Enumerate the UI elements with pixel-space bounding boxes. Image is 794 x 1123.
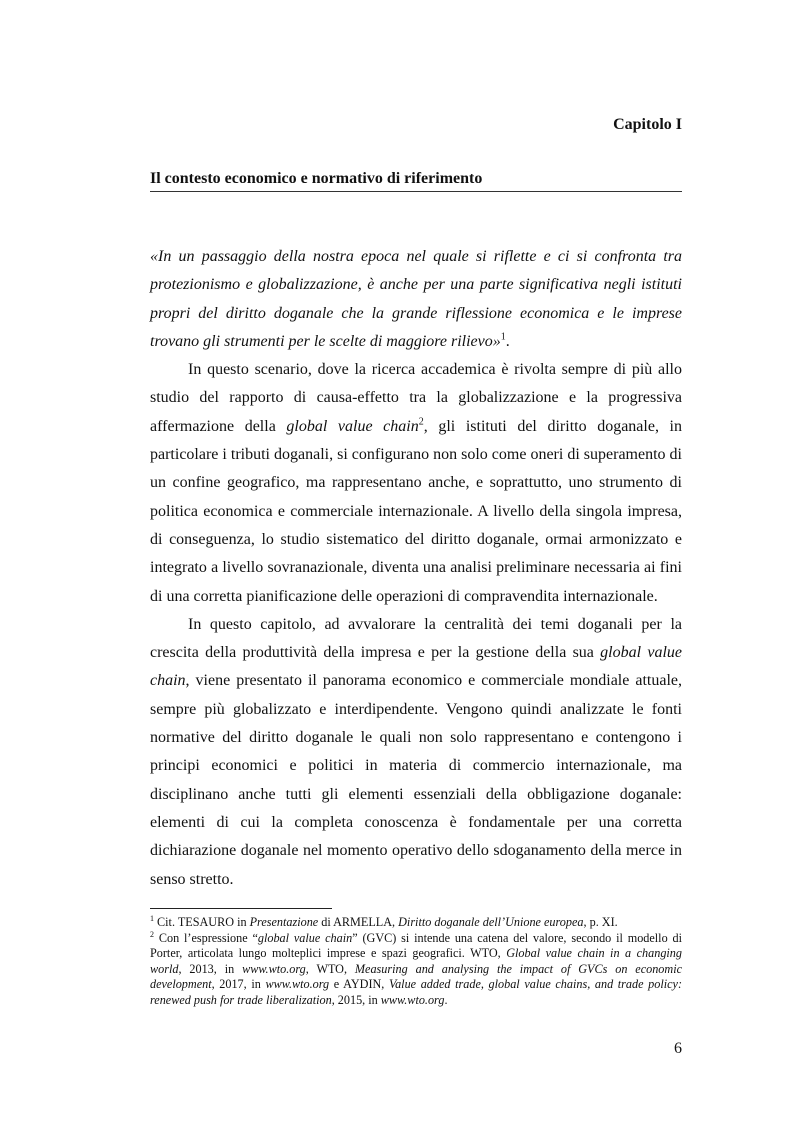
body-text — [150, 243, 682, 894]
footnotes — [150, 915, 682, 1009]
section-title: Il contesto economico e normativo di riferimento — [150, 170, 483, 187]
footnote-2-term: global value chain — [257, 930, 353, 945]
footnote-2-text: e AYDIN, — [329, 977, 389, 992]
footnote-1-text: di ARMELLA, — [318, 915, 399, 929]
footnote-2-title: Value added trade, global value chains, and trade policy: renewed push for trade liberalization — [150, 977, 682, 1007]
footnote-2-link[interactable]: www.wto.org — [265, 977, 330, 992]
footnote-ref-2[interactable]: 2 — [418, 416, 424, 428]
footnote-2-title: Global value chain in a changing world — [150, 946, 682, 976]
footnote-2-text: ” (GVC) si intende una catena del valore, secondo il modello di Porter, articolata lungo molteplici imprese e spazi geografici. WTO, — [150, 930, 682, 961]
footnote-2-number: 2 — [150, 929, 154, 939]
paragraph-2-text-a: In questo scenario, dove la ricerca accademica è rivolta sempre di più allo studio del rapporto di causa-effetto tra la globalizzazione e la progressiva affermazione della — [150, 361, 682, 435]
footnote-2-link[interactable]: www.wto.org — [380, 992, 445, 1007]
footnote-1-text: Cit. TESAURO in — [154, 915, 250, 929]
footnote-2-text: Con l’espressione “ — [154, 930, 258, 945]
footnote-1 — [150, 915, 682, 931]
footnote-divider — [150, 908, 332, 909]
paragraph-2-text-b: , gli istituti del diritto doganale, in particolare i tributi doganali, si configurano non solo come oneri di superamento di un confine geografico, ma rappresentano anche, e soprattutto, uno strumento di politica economica e commerciale internazionale. A livello della singola impresa, di conseguenza, lo studio sistematico del diritto doganale, ormai armonizzato e integrato a livello sovranazionale, diventa una analisi preliminare necessaria ai fini di una corretta pianificazione delle operazioni di compravendita internazionale. — [150, 417, 683, 605]
quote-end: . — [505, 332, 510, 350]
footnote-2 — [150, 931, 682, 1009]
opening-quote: «In un passaggio della nostra epoca nel quale si riflette e ci si confronta tra protezionismo e globalizzazione, è anche per una parte significativa negli istituti propri del diritto doganale che la grande riflessione economica e le imprese trovano gli strumenti per le scelte di maggiore rilievo» — [150, 248, 682, 350]
paragraph-quote — [150, 243, 682, 356]
term-global-value-chain: global value chain — [150, 644, 682, 690]
footnote-1-book-title: Diritto doganale dell’Unione europea — [398, 915, 584, 929]
footnote-2-title: Measuring and analysing the impact of GVCs on economic development — [150, 961, 682, 992]
term-global-value-chain: global value chain — [286, 417, 419, 435]
footnote-2-text: . — [444, 992, 448, 1007]
paragraph-3 — [150, 611, 682, 894]
footnote-2-text: , 2017, in — [211, 977, 266, 992]
section-divider — [150, 191, 682, 192]
footnote-1-number: 1 — [150, 913, 154, 923]
footnote-1-text: , p. XI. — [583, 915, 618, 929]
paragraph-3-text-b: , viene presentato il panorama economico e commerciale mondiale attuale, sempre più globalizzato e interdipendente. Vengono quindi analizzate le fonti normative del diritto doganale le quali non solo rappresentano e contengono i principi economici e politici in materia di commercio internazionale, ma disciplinano anche tutti gli elementi essenziali della obbligazione doganale: elementi di cui la completa conoscenza è fondamentale per una corretta dichiarazione doganale nel momento operativo dello sdoganamento della merce in senso stretto. — [150, 672, 682, 888]
footnote-2-text: , 2013, in — [178, 961, 243, 976]
footnote-2-text: , WTO, — [305, 961, 355, 976]
paragraph-3-text-a: In questo capitolo, ad avvalorare la centralità dei temi doganali per la crescita della produttività della impresa e per la gestione della sua — [150, 615, 682, 662]
footnote-1-title: Presentazione — [249, 915, 319, 929]
paragraph-2 — [150, 356, 682, 611]
footnote-2-text: , 2015, in — [331, 992, 381, 1007]
footnote-2-link[interactable]: www.wto.org — [242, 961, 306, 976]
footnote-ref-1[interactable]: 1 — [500, 331, 506, 343]
chapter-heading: Capitolo I — [613, 116, 682, 133]
page-number: 6 — [674, 1040, 682, 1057]
